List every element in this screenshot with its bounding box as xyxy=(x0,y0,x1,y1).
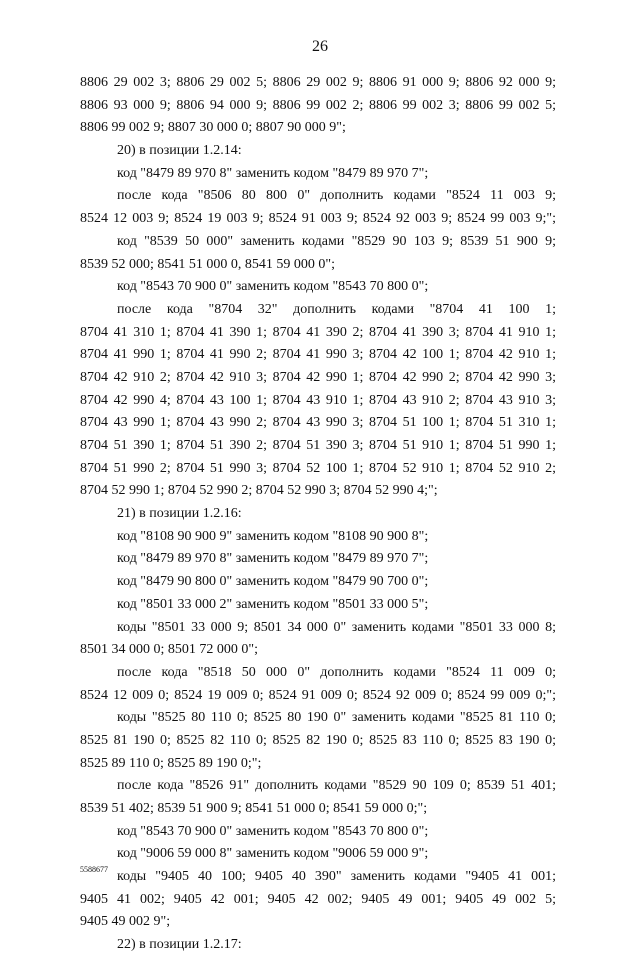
text-line: 8524 12 009 0; 8524 19 009 0; 8524 91 009 0; 8524 92 009 0; 8524 99 009 0;"; xyxy=(80,687,556,703)
text-line: коды "9405 40 100; 9405 40 390" заменить кодами "9405 41 001; xyxy=(117,869,556,885)
text-line: 9405 49 002 9"; xyxy=(80,914,171,930)
text-line: код "8108 90 900 9" заменить кодом "8108 90 900 8"; xyxy=(117,528,429,544)
text-line: 8806 99 002 9; 8807 30 000 0; 8807 90 000 9"; xyxy=(80,120,346,136)
document-id: 5588677 xyxy=(80,865,108,874)
text-line: 8704 51 990 2; 8704 51 990 3; 8704 52 100 1; 8704 52 910 1; 8704 52 910 2; xyxy=(80,460,556,476)
text-line: 8539 52 000; 8541 51 000 0, 8541 59 000 0"; xyxy=(80,256,335,272)
text-line: 8704 42 910 2; 8704 42 910 3; 8704 42 990 1; 8704 42 990 2; 8704 42 990 3; xyxy=(80,369,556,385)
text-line: код "8539 50 000" заменить кодами "8529 90 103 9; 8539 51 900 9; xyxy=(117,233,556,249)
text-line: код "8479 89 970 8" заменить кодом "8479 89 970 7"; xyxy=(117,551,429,567)
text-line: код "8479 90 800 0" заменить кодом "8479 90 700 0"; xyxy=(117,574,429,590)
text-line: код "8501 33 000 2" заменить кодом "8501 33 000 5"; xyxy=(117,596,429,612)
page-number: 26 xyxy=(312,38,328,55)
text-line: 8806 93 000 9; 8806 94 000 9; 8806 99 002 2; 8806 99 002 3; 8806 99 002 5; xyxy=(80,97,556,113)
text-line: код "9006 59 000 8" заменить кодом "9006 59 000 9"; xyxy=(117,846,429,862)
text-line: 8704 52 990 1; 8704 52 990 2; 8704 52 990 3; 8704 52 990 4;"; xyxy=(80,483,438,499)
text-line: код "8479 89 970 8" заменить кодом "8479 89 970 7"; xyxy=(117,165,429,181)
text-line: после кода "8518 50 000 0" дополнить кодами "8524 11 009 0; xyxy=(117,664,556,680)
text-line: 9405 41 002; 9405 42 001; 9405 42 002; 9405 49 001; 9405 49 002 5; xyxy=(80,891,556,907)
text-line: 8806 29 002 3; 8806 29 002 5; 8806 29 002 9; 8806 91 000 9; 8806 92 000 9; xyxy=(80,75,556,90)
text-line: 8501 34 000 0; 8501 72 000 0"; xyxy=(80,642,258,658)
text-line: коды "8525 80 110 0; 8525 80 190 0" заменить кодами "8525 81 110 0; xyxy=(117,710,556,726)
text-line: 8524 12 003 9; 8524 19 003 9; 8524 91 003 9; 8524 92 003 9; 8524 99 003 9;"; xyxy=(80,211,556,227)
text-line: 8539 51 402; 8539 51 900 9; 8541 51 000 0; 8541 59 000 0;"; xyxy=(80,801,428,816)
text-line: 22) в позиции 1.2.17: xyxy=(117,937,242,953)
text-line: 8525 81 190 0; 8525 82 110 0; 8525 82 190 0; 8525 83 110 0; 8525 83 190 0; xyxy=(80,732,556,748)
text-line: 8704 42 990 4; 8704 43 100 1; 8704 43 910 1; 8704 43 910 2; 8704 43 910 3; xyxy=(80,392,556,408)
text-line: 8704 41 310 1; 8704 41 390 1; 8704 41 390 2; 8704 41 390 3; 8704 41 910 1; xyxy=(80,324,556,340)
text-line: после кода "8526 91" дополнить кодами "8529 90 109 0; 8539 51 401; xyxy=(117,778,556,794)
text-line: код "8543 70 900 0" заменить кодом "8543 70 800 0"; xyxy=(117,823,429,839)
text-line: 8704 41 990 1; 8704 41 990 2; 8704 41 990 3; 8704 42 100 1; 8704 42 910 1; xyxy=(80,347,556,363)
text-line: после кода "8704 32" дополнить кодами "8704 41 100 1; xyxy=(117,301,556,317)
document-body xyxy=(80,72,556,957)
text-line: 8704 43 990 1; 8704 43 990 2; 8704 43 990 3; 8704 51 100 1; 8704 51 310 1; xyxy=(80,415,556,431)
text-line: 8704 51 390 1; 8704 51 390 2; 8704 51 390 3; 8704 51 910 1; 8704 51 990 1; xyxy=(80,438,556,453)
text-line: 8525 89 110 0; 8525 89 190 0;"; xyxy=(80,755,262,771)
text-line: код "8543 70 900 0" заменить кодом "8543 70 800 0"; xyxy=(117,279,429,295)
text-line: 20) в позиции 1.2.14: xyxy=(117,143,242,159)
text-line: коды "8501 33 000 9; 8501 34 000 0" заменить кодами "8501 33 000 8; xyxy=(117,619,556,635)
text-line: после кода "8506 80 800 0" дополнить кодами "8524 11 003 9; xyxy=(117,188,556,204)
text-line: 21) в позиции 1.2.16: xyxy=(117,506,242,522)
